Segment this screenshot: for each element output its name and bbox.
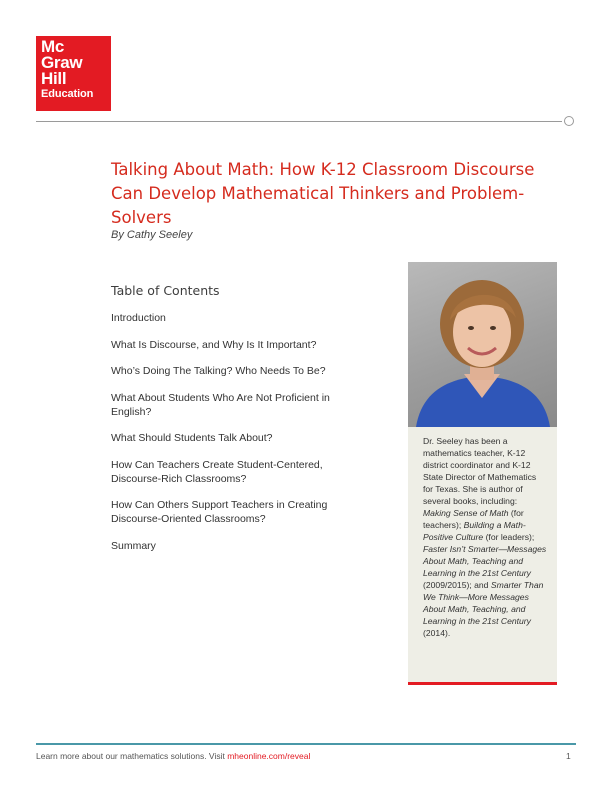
header-divider — [36, 121, 562, 122]
bio-after-2: (for leaders); — [483, 532, 535, 542]
logo-line-3: Hill — [41, 69, 67, 88]
toc-item-students-not-proficient[interactable]: What About Students Who Are Not Proficient in English? — [111, 391, 330, 418]
bio-book-4: Smarter Than We Think—More Messages About Math, Teaching, and Learning in the 21st Century — [423, 580, 544, 626]
toc-item-others-support-teachers[interactable]: How Can Others Support Teachers in Creating Discourse-Oriented Classrooms? — [111, 499, 328, 525]
bio-after-1: (for teachers); — [423, 508, 524, 530]
author-bio-sidebar — [408, 427, 557, 682]
toc-item-teachers-create-classrooms[interactable]: How Can Teachers Create Student-Centered, Discourse-Rich Classrooms? — [111, 458, 323, 485]
bio-after-3: (2009/2015); and — [423, 580, 491, 590]
toc-heading: Table of Contents — [111, 283, 220, 298]
toc-item-summary[interactable]: Summary — [111, 539, 156, 552]
toc-item-what-is-discourse[interactable]: What Is Discourse, and Why Is It Important? — [111, 338, 317, 351]
logo-line-1: Mc — [41, 37, 65, 56]
footer-website-link[interactable]: mheonline.com/reveal — [227, 751, 311, 761]
document-title: Talking About Math: How K-12 Classroom Discourse Can Develop Mathematical Thinkers and Problem-Solvers — [111, 160, 535, 227]
toc-item-whos-doing-the-talking[interactable]: Who’s Doing The Talking? Who Needs To Be? — [111, 365, 326, 377]
author-photo — [408, 262, 557, 427]
footer-divider — [36, 743, 576, 745]
bio-book-3: Faster Isn’t Smarter—Messages About Math, Teaching and Learning in the 21st Century — [423, 544, 547, 578]
mcgraw-hill-education-logo — [36, 36, 111, 111]
bio-book-1: Making Sense of Math — [423, 508, 509, 518]
author-portrait-illustration — [408, 262, 557, 427]
author-bio-text — [423, 435, 547, 639]
bio-book-2: Building a Math-Positive Culture — [423, 520, 526, 542]
footer-message: Learn more about our mathematics solutions. Visit — [36, 751, 228, 761]
bio-intro: Dr. Seeley has been a mathematics teacher, K-12 district coordinator and K-12 State Director of Mathematics for Texas. She is author of several books, including: — [423, 436, 537, 506]
toc-item-what-should-students-talk-about[interactable]: What Should Students Talk About? — [111, 432, 273, 444]
logo-line-4: Education — [41, 88, 94, 100]
toc-item-introduction[interactable]: Introduction — [111, 312, 166, 324]
table-of-contents — [111, 311, 361, 565]
footer-text — [36, 751, 310, 761]
logo-line-2: Graw — [41, 53, 83, 72]
divider-circle-ornament — [564, 116, 574, 126]
author-byline: By Cathy Seeley — [111, 229, 193, 241]
sidebar-bottom-accent — [408, 682, 557, 685]
page-number: 1 — [566, 751, 571, 761]
bio-after-4: (2014). — [423, 628, 451, 638]
